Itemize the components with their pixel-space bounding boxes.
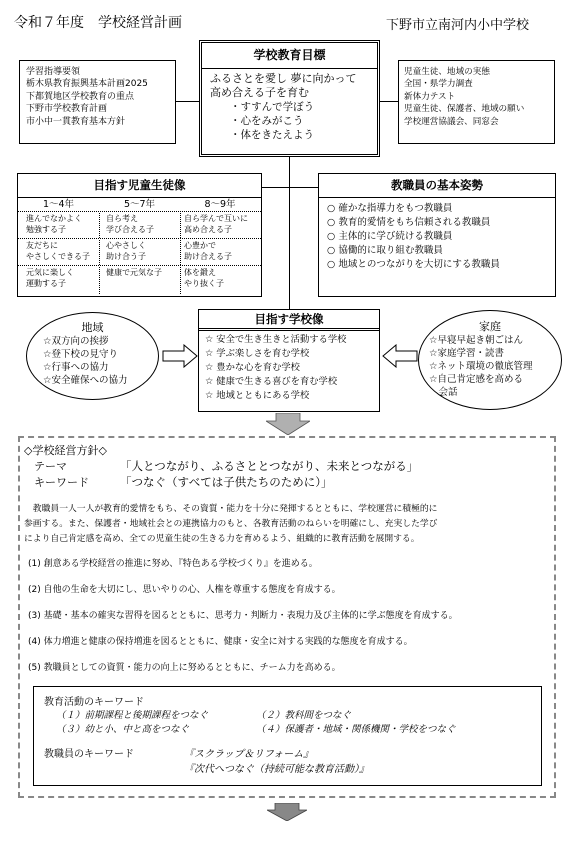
student-cell: 心やさしく xyxy=(106,241,146,250)
policy-point: (2) 自他の生命を大切にし、思いやりの心、人権を尊重する態度を育成する。 xyxy=(28,585,341,595)
connector xyxy=(262,187,318,188)
staff-item: ○ 主体的に学び続ける教職員 xyxy=(327,231,453,242)
staff-stance-box xyxy=(318,173,556,297)
home-item: ☆ネット環境の徹底管理 xyxy=(429,361,533,372)
policy-point: (4) 体力増進と健康の保持増進を図るとともに、健康・安全に対する実践的な態度を育成する。 xyxy=(28,637,413,647)
context-item: 学校運営協議会、同窓会 xyxy=(404,116,499,127)
goal-item: ・心をみがこう xyxy=(230,115,304,127)
region-item: ☆双方向の挨拶 xyxy=(43,336,109,347)
school-image-item: ☆ 豊かな心を育む学校 xyxy=(205,362,300,373)
arrow-line xyxy=(176,101,199,102)
student-cell: 進んでなかよく xyxy=(26,214,82,223)
region-title: 地域 xyxy=(81,321,104,334)
goal-item: ・体をきたえよう xyxy=(230,129,314,141)
home-item: 会話 xyxy=(429,387,458,398)
student-cell: 勉強する子 xyxy=(26,225,66,234)
arrow-down-icon xyxy=(266,413,310,435)
school-goal-title: 学校教育目標 xyxy=(202,43,377,69)
home-item: ☆家庭学習・読書 xyxy=(429,348,505,359)
school-image-item: ☆ 地域とともにある学校 xyxy=(205,390,310,401)
grade-header: 1～4年 xyxy=(42,199,75,210)
student-cell: やり抜く子 xyxy=(184,279,224,288)
context-item: 児童生徒、保護者、地域の願い xyxy=(404,104,525,115)
school-name: 下野市立南河内小中学校 xyxy=(386,18,530,33)
policy-paragraph: により自己肯定感を高め、全ての児童生徒の生きる力を育めるよう、組織的に教育活動を展開する。 xyxy=(24,534,420,544)
grade-header: 5～7年 xyxy=(123,199,156,210)
student-cell: 助け合う子 xyxy=(106,252,146,261)
staff-keyword-label: 教職員のキーワード xyxy=(44,749,134,760)
student-cell: やさしくできる子 xyxy=(26,252,90,261)
arrow-right-icon xyxy=(162,344,198,368)
region-item: ☆安全確保への協力 xyxy=(43,375,128,386)
student-cell: 助け合える子 xyxy=(184,252,232,261)
source-item: 栃木県教育振興基本計画2025 xyxy=(26,79,148,90)
student-image-title: 目指す児童生徒像 xyxy=(18,174,261,198)
source-item: 下野市学校教育計画 xyxy=(26,104,108,115)
context-box xyxy=(398,60,555,144)
theme-label: テーマ xyxy=(34,460,67,473)
staff-keyword: 『次代へつなぐ（持続可能な教育活動）』 xyxy=(184,764,369,775)
student-cell: 学び合える子 xyxy=(106,225,154,234)
school-image-item: ☆ 健康で生きる喜びを育む学校 xyxy=(205,376,338,387)
school-goal-box xyxy=(199,40,380,157)
policy-heading: ◇学校経営方針◇ xyxy=(24,444,107,457)
keyword-label: キーワード xyxy=(34,476,89,489)
connector xyxy=(289,157,290,309)
staff-item: ○ 確かな指導力をもつ教職員 xyxy=(327,203,453,214)
student-cell: 健康で元気な子 xyxy=(106,268,162,277)
activity-keyword: （３）幼と小、中と高をつなぐ xyxy=(56,724,190,735)
student-cell: 自ら考え xyxy=(106,214,138,223)
context-item: 児童生徒、地域の実態 xyxy=(404,67,490,77)
goal-main-line: 高め合える子を育む xyxy=(210,86,309,99)
activity-keyword: （２）教科間をつなぐ xyxy=(256,710,352,721)
student-image-box xyxy=(17,173,262,297)
context-item: 新体力テスト xyxy=(404,91,456,102)
policy-point: (5) 教職員としての資質・能力の向上に努めるとともに、チーム力を高める。 xyxy=(28,663,341,673)
keywords-box xyxy=(33,686,542,786)
activity-keyword: （１）前期課程と後期課程をつなぐ xyxy=(56,710,209,721)
arrow-line xyxy=(380,101,398,102)
source-item: 学習指導要領 xyxy=(26,67,81,77)
arrow-down-icon xyxy=(267,803,307,821)
student-cell: 元気に楽しく xyxy=(26,268,74,277)
school-image-item: ☆ 学ぶ楽しさを育む学校 xyxy=(205,348,310,359)
region-item: ☆行事への協力 xyxy=(43,362,109,373)
sources-box xyxy=(19,60,176,144)
staff-item: ○ 協働的に取り組む教職員 xyxy=(327,245,443,256)
page-title: 令和７年度 学校経営計画 xyxy=(14,15,182,31)
keyword-text: 「つなぐ（すべては子供たちのために）」 xyxy=(120,475,333,489)
school-image-box xyxy=(198,309,380,412)
policy-paragraph: 教職員一人一人が教育的愛情をもち、その資質・能力を十分に発揮するとともに、学校運営に積極的に xyxy=(24,504,438,514)
goal-item: ・すすんで学ぼう xyxy=(230,101,315,113)
policy-point: (3) 基礎・基本の確実な習得を図るとともに、思考力・判断力・表現力及び主体的に学ぶ態度を育成する。 xyxy=(28,611,458,621)
student-cell: 自ら学んで互いに xyxy=(184,214,248,223)
theme-text: 「人とつながり、ふるさととつながり、未来とつながる」 xyxy=(120,459,419,473)
home-item: ☆早寝早起き朝ごはん xyxy=(429,335,524,346)
home-title: 家庭 xyxy=(479,320,501,333)
goal-main-line: ふるさとを愛し 夢に向かって xyxy=(210,72,357,85)
grade-header: 8～9年 xyxy=(204,199,236,210)
student-cell: 運動する子 xyxy=(26,279,66,288)
home-oval xyxy=(418,310,562,410)
student-cell: 友だちに xyxy=(26,241,58,250)
region-item: ☆登下校の見守り xyxy=(43,349,119,360)
school-image-title: 目指す学校像 xyxy=(199,310,379,331)
region-oval xyxy=(26,312,159,400)
policy-paragraph: 参画する。また、保護者・地域社会との連携協力のもと、各教育活動のねらいを明確にし、充実した学び xyxy=(24,519,438,529)
policy-box xyxy=(18,436,556,798)
school-image-item: ☆ 安全で生き生きと活動する学校 xyxy=(205,334,347,345)
activity-keyword-label: 教育活動のキーワード xyxy=(44,697,144,708)
staff-stance-title: 教職員の基本姿勢 xyxy=(319,174,555,198)
policy-point: (1) 創意ある学校経営の推進に努め、『特色ある学校づくり』を進める。 xyxy=(28,559,318,569)
staff-item: ○ 教育的愛情をもち信頼される教職員 xyxy=(327,217,491,228)
staff-keyword: 『スクラップ＆リフォーム』 xyxy=(184,749,314,760)
activity-keyword: （４）保護者・地域・関係機関・学校をつなぐ xyxy=(256,724,456,735)
home-item: ☆自己肯定感を高める xyxy=(429,374,524,385)
context-item: 全国・県学力調査 xyxy=(404,79,473,90)
student-cell: 体を鍛え xyxy=(184,268,216,277)
source-item: 下都賀地区学校教育の重点 xyxy=(26,91,135,102)
student-cell: 心豊かで xyxy=(184,241,216,250)
source-item: 市小中一貫教育基本方針 xyxy=(26,116,126,127)
arrow-left-icon xyxy=(382,344,418,368)
staff-item: ○ 地域とのつながりを大切にする教職員 xyxy=(327,259,500,270)
student-cell: 高め合える子 xyxy=(184,225,232,234)
